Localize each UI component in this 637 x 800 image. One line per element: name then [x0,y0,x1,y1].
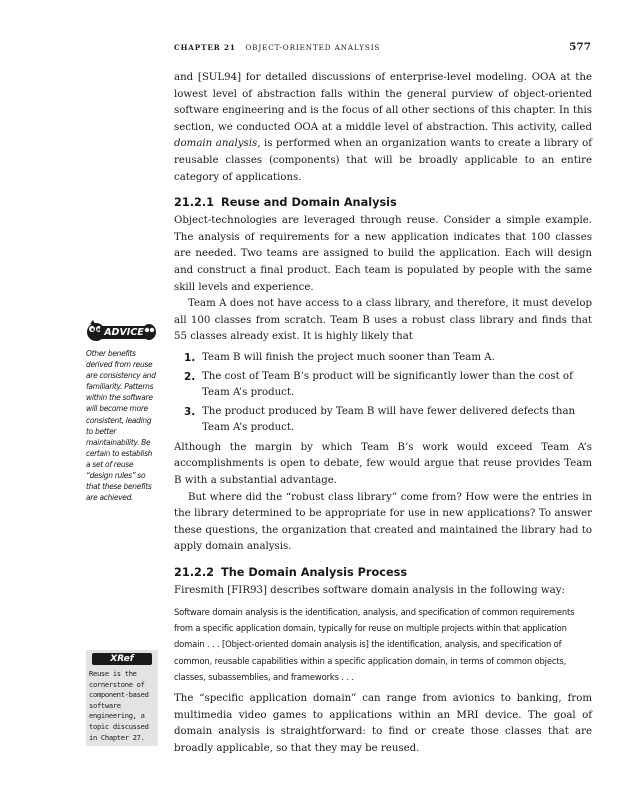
xref-badge: XRef [92,653,152,665]
list-item-text: The cost of Team B’s product will be significantly lower than the cost of Team A’s product. [202,370,573,399]
chapter-header [174,43,380,52]
list-item-number: 2. [184,370,196,383]
advice-badge-label: ADVICE [104,327,144,338]
advice-badge [86,320,158,344]
list-item [184,350,592,367]
list-item-text: The product produced by Team B will have fewer delivered defects than Team A’s product. [202,405,576,434]
list-item-number: 1. [184,351,196,364]
page-number: 577 [569,41,591,53]
advice-sidebar [86,320,158,503]
section-heading-reuse [174,195,592,210]
list-item-number: 3. [184,405,196,418]
intro-paragraph [174,70,592,186]
advice-text: Other benefits derived from reuse are consistency and familiarity. Patterns within the software will become more consistent, leading to better maintainability. Be certain to establish a set of reuse “design rules” so that these benefits are achieved. [86,349,156,503]
main-content [174,70,592,757]
section-number: 21.2.2 [174,566,215,580]
xref-sidebar [86,650,158,746]
running-header [174,41,591,55]
list-item-text: Team B will finish the project much sooner than Team A. [202,351,495,363]
firesmith-quote: Software domain analysis is the identification, analysis, and specification of common requirements from a specific application domain, typically for reuse on multiple projects within that application domain . . . [Object-oriented domain analysis is] the identification, analysis, and specification of common, reusable capabilities within a specific application domain, in terms of common objects, classes, subassemblies, and frameworks . . . [174,606,575,682]
outcome-list [174,350,592,437]
xref-text: Reuse is the cornerstone of component-based software engineering, a topic discussed in Chapter 27. [89,669,149,742]
section-title: The Domain Analysis Process [221,566,408,580]
chapter-title: OBJECT-ORIENTED ANALYSIS [245,43,381,52]
list-item [184,404,592,437]
intro-text-after: is performed when an organization wants to create a library of reusable classes (components) that will be broadly applicable to an entire category of applications. [174,138,593,183]
list-item [184,369,592,402]
domain-analysis-term: domain analysis, [174,138,261,150]
chapter-label: CHAPTER 21 [174,43,236,52]
section1-paragraph-2: Team A does not have access to a class library, and therefore, it must develop all 100 classes from scratch. Team B uses a robust class library and finds that 55 classes already exist. It is highly likely that [174,298,592,343]
section1-paragraph-1: Object-technologies are leveraged through reuse. Consider a simple example. The analysis of requirements for a new application indicates that 100 classes are needed. Two teams are assigned to build the application. Each will design and construct a final product. Each team is populated by people with the same skill levels and experience. [174,215,592,293]
section2-paragraph-1: Firesmith [FIR93] describes software domain analysis in the following way: [174,585,565,597]
section1-paragraph-4: But where did the “robust class library” come from? How were the entries in the library determined to be appropriate for use in new applications? To answer these questions, the organization that created and maintained the library had to apply domain analysis. [174,491,592,553]
section2-paragraph-2: The “specific application domain” can range from avionics to banking, from multimedia video games to applications within an MRI device. The goal of domain analysis is straightforward: to find or create those classes that are broadly applicable, so that they may be reused. [174,693,592,754]
intro-text-before: and [SUL94] for detailed discussions of enterprise-level modeling. OOA at the lowest level of abstraction falls within the general purview of object-oriented software engineering and is the focus of all other sections of this chapter. In this section, we conducted OOA at a middle level of abstraction. This activity, called [174,72,592,133]
section1-paragraph-3: Although the margin by which Team B’s work would exceed Team A’s accomplishments is open to debate, few would argue that reuse provides Team B with a substantial advantage. [174,441,592,487]
section-heading-process [174,565,592,580]
section-number: 21.2.1 [174,196,215,210]
section-title: Reuse and Domain Analysis [221,196,397,210]
